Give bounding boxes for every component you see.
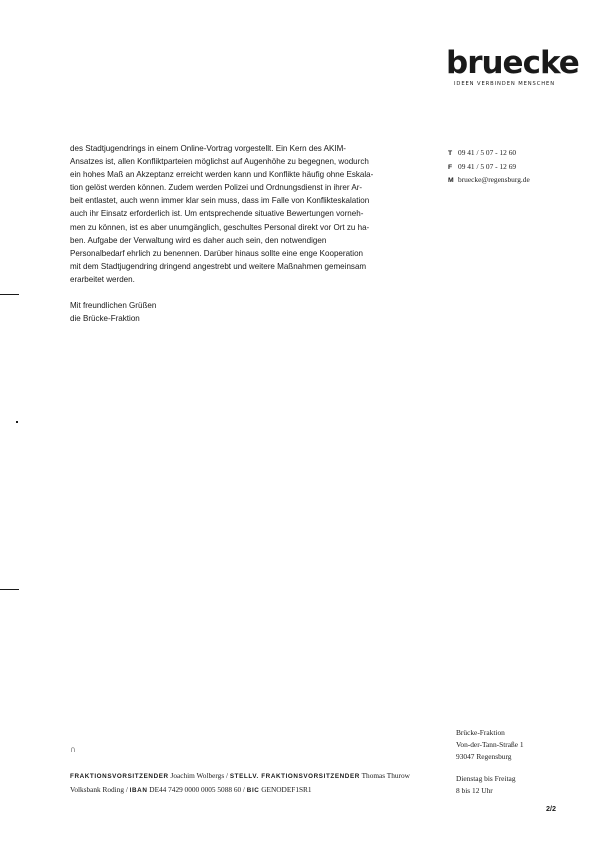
contact-mail xyxy=(448,174,530,188)
page-number: 2/2 xyxy=(546,804,556,813)
body-line: tion gelöst werden können. Zudem werden Polizei und Ordnungsdienst in ihrer Ar- xyxy=(70,183,363,193)
chair-name: Joachim Wolbergs / xyxy=(168,771,230,780)
address-street: Von-der-Tann-Straße 1 xyxy=(456,740,524,749)
fold-mark-top xyxy=(0,294,19,295)
body-line: erarbeitet werden. xyxy=(70,274,135,284)
punch-mark xyxy=(16,421,18,423)
deputy-label: STELLV. FRAKTIONSVORSITZENDER xyxy=(229,773,360,780)
small-mark: ∩ xyxy=(70,745,76,754)
deputy-name: Thomas Thurow xyxy=(359,771,410,780)
address-block xyxy=(456,727,524,797)
phone-number: 09 41 / 5 07 - 12 60 xyxy=(458,148,517,157)
body-line: ein hohes Maß an Akzeptanz erreicht werden kann und Konflikte häufig ohne Eskala- xyxy=(70,170,374,180)
office-hours-days: Dienstag bis Freitag xyxy=(456,774,516,783)
closing-signature: die Brücke-Fraktion xyxy=(70,314,140,324)
body-line: ben. Aufgabe der Verwaltung wird es daher auch sein, den notwendigen xyxy=(70,235,327,245)
closing-greeting: Mit freundlichen Grüßen xyxy=(70,301,157,311)
body-line: Personalbedarf ehrlich zu benennen. Darüber hinaus sollte eine enge Kooperation xyxy=(70,248,364,258)
contact-fax xyxy=(448,161,530,175)
footer-line-officers xyxy=(70,770,410,784)
fax-label: F xyxy=(448,163,453,171)
bic-label: BIC xyxy=(246,786,260,794)
body-line: Ansatzes ist, allen Konfliktparteien möglichst auf Augenhöhe zu begegnen, wodurch xyxy=(70,157,369,167)
fold-mark-bottom xyxy=(0,589,19,590)
mail-address: bruecke@regensburg.de xyxy=(458,175,530,184)
bic-value: GENODEF1SR1 xyxy=(259,784,312,794)
chair-label: FRAKTIONSVORSITZENDER xyxy=(70,773,169,780)
letter-body xyxy=(70,142,442,325)
bank-name: Volksbank Roding / xyxy=(70,784,130,794)
body-line: auch ihr Einsatz erforderlich ist. Um entsprechende situative Bewertungen vorneh- xyxy=(70,209,364,219)
body-line: men zu können, ist es aber unumgänglich, geschultes Personal direkt vor Ort zu ha- xyxy=(70,222,370,232)
bruecke-logo xyxy=(446,45,579,88)
contact-phone xyxy=(448,147,530,161)
logo-wordmark: bruecke xyxy=(446,45,579,81)
address-city: 93047 Regensburg xyxy=(456,752,512,761)
footer-line-bank xyxy=(70,784,410,798)
mail-label: M xyxy=(448,177,454,184)
closing xyxy=(70,299,442,325)
office-hours-time: 8 bis 12 Uhr xyxy=(456,786,493,795)
body-paragraph xyxy=(70,142,442,286)
phone-label: T xyxy=(448,150,453,157)
contact-block xyxy=(448,147,530,188)
address-name: Brücke-Fraktion xyxy=(456,728,505,737)
iban-label: IBAN xyxy=(129,786,148,794)
fax-number: 09 41 / 5 07 - 12 69 xyxy=(458,161,517,171)
address-spacer xyxy=(456,763,524,773)
body-line: des Stadtjugendrings in einem Online-Vortrag vorgestellt. Ein Kern des AKIM- xyxy=(70,144,346,153)
logo-tagline: IDEEN VERBINDEN MENSCHEN xyxy=(454,81,556,87)
body-line: mit dem Stadtjugendring dringend angestrebt und weitere Maßnahmen gemeinsam xyxy=(70,261,367,271)
body-line: beit entlastet, auch wenn immer klar sein muss, dass im Falle von Konflikteskalation xyxy=(70,196,370,206)
footer xyxy=(70,770,410,797)
iban-value: DE44 7429 0000 0005 5088 60 / xyxy=(147,784,247,794)
